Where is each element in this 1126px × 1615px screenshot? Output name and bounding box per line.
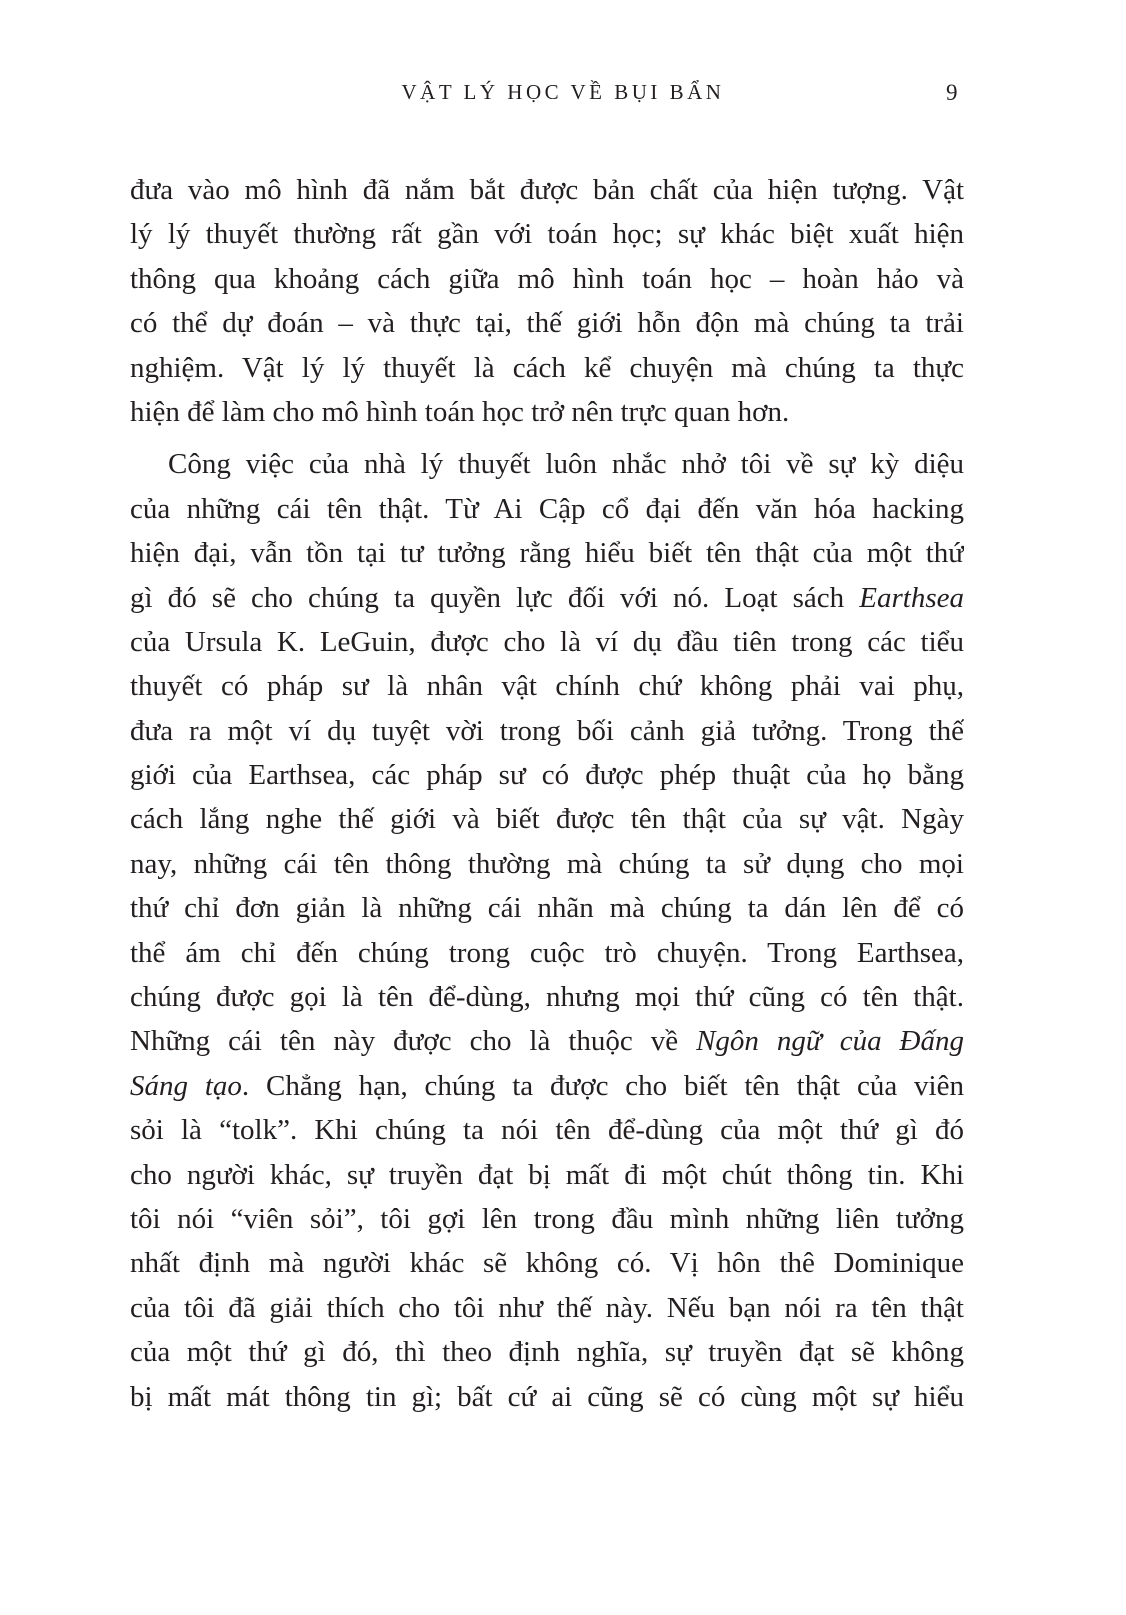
text-line (130, 1153, 964, 1197)
text-segment: tôi nói “viên sỏi”, tôi gợi lên trong đầu mình những liên tưởng (130, 1202, 964, 1235)
text-line (130, 797, 964, 841)
text-line (130, 1064, 964, 1108)
text-line (130, 1375, 964, 1419)
text-segment: thông qua khoảng cách giữa mô hình toán học – hoàn hảo và (130, 262, 964, 295)
text-segment: cách lắng nghe thế giới và biết được tên thật của sự vật. Ngày (130, 803, 964, 836)
running-header-title: VẬT LÝ HỌC VỀ BỤI BẨN (401, 80, 725, 104)
text-line (130, 842, 964, 886)
text-line (130, 390, 964, 434)
text-line (130, 1330, 964, 1374)
paragraph (130, 442, 964, 1419)
text-segment: nghiệm. Vật lý lý thuyết là cách kể chuyện mà chúng ta thực (130, 351, 964, 384)
text-line (130, 1286, 964, 1330)
text-segment: của Ursula K. LeGuin, được cho là ví dụ đầu tiên trong các tiểu (130, 625, 964, 658)
text-segment: bị mất mát thông tin gì; bất cứ ai cũng sẽ có cùng một sự hiểu (130, 1380, 964, 1413)
text-segment: lý lý thuyết thường rất gần với toán học; sự khác biệt xuất hiện (130, 218, 964, 251)
text-line (130, 257, 964, 301)
text-segment: hiện để làm cho mô hình toán học trở nên trực quan hơn. (130, 395, 790, 428)
text-line (130, 975, 964, 1019)
text-segment: đưa ra một ví dụ tuyệt vời trong bối cảnh giả tưởng. Trong thế (130, 714, 964, 747)
text-segment: sỏi là “tolk”. Khi chúng ta nói tên để-dùng của một thứ gì đó (130, 1114, 964, 1147)
text-segment: của những cái tên thật. Từ Ai Cập cổ đại đến văn hóa hacking (130, 492, 964, 525)
text-line (130, 1019, 964, 1063)
text-line (130, 346, 964, 390)
text-segment: cho người khác, sự truyền đạt bị mất đi một chút thông tin. Khi (130, 1158, 964, 1191)
body-text (130, 168, 964, 1427)
text-line (130, 168, 964, 212)
text-segment: của một thứ gì đó, thì theo định nghĩa, sự truyền đạt sẽ không (130, 1336, 964, 1369)
text-line (130, 664, 964, 708)
text-line (130, 531, 964, 575)
text-line (130, 709, 964, 753)
text-segment: nhất định mà người khác sẽ không có. Vị hôn thê Dominique (130, 1247, 964, 1280)
text-segment: của tôi đã giải thích cho tôi như thế này. Nếu bạn nói ra tên thật (130, 1291, 964, 1324)
text-segment: chúng được gọi là tên để-dùng, nhưng mọi thứ cũng có tên thật. (130, 981, 964, 1014)
text-segment: thuyết có pháp sư là nhân vật chính chứ không phải vai phụ, (130, 670, 964, 703)
text-line (130, 487, 964, 531)
text-line (130, 301, 964, 345)
text-line (130, 1241, 964, 1285)
text-segment: . Chẳng hạn, chúng ta được cho biết tên thật của viên (241, 1069, 964, 1102)
text-segment: thứ chỉ đơn giản là những cái nhãn mà chúng ta dán lên để có (130, 892, 964, 925)
text-segment: thể ám chỉ đến chúng trong cuộc trò chuyện. Trong Earthsea, (130, 936, 964, 969)
page-number: 9 (946, 80, 958, 105)
text-segment: nay, những cái tên thông thường mà chúng ta sử dụng cho mọi (130, 847, 964, 880)
text-line (130, 1108, 964, 1152)
italic-title: Ngôn ngữ của Đấng (696, 1025, 964, 1058)
text-segment: giới của Earthsea, các pháp sư có được phép thuật của họ bằng (130, 759, 964, 792)
italic-title: Earthsea (859, 581, 964, 614)
text-segment: gì đó sẽ cho chúng ta quyền lực đối với nó. Loạt sách (130, 581, 860, 614)
italic-title: Sáng tạo (130, 1069, 242, 1102)
text-line (130, 931, 964, 975)
text-segment: Những cái tên này được cho là thuộc về (130, 1025, 697, 1058)
text-line (130, 1197, 964, 1241)
paragraph (130, 168, 964, 434)
text-segment: đưa vào mô hình đã nắm bắt được bản chất của hiện tượng. Vật (130, 174, 964, 206)
text-segment: có thể dự đoán – và thực tại, thế giới hỗn độn mà chúng ta trải (130, 307, 964, 340)
text-line (130, 442, 964, 486)
text-line (130, 620, 964, 664)
text-segment: hiện đại, vẫn tồn tại tư tưởng rằng hiểu biết tên thật của một thứ (130, 537, 964, 570)
text-line (130, 212, 964, 256)
text-line (130, 576, 964, 620)
text-line (130, 753, 964, 797)
text-line (130, 886, 964, 930)
text-segment: Công việc của nhà lý thuyết luôn nhắc nhở tôi về sự kỳ diệu (168, 448, 964, 481)
